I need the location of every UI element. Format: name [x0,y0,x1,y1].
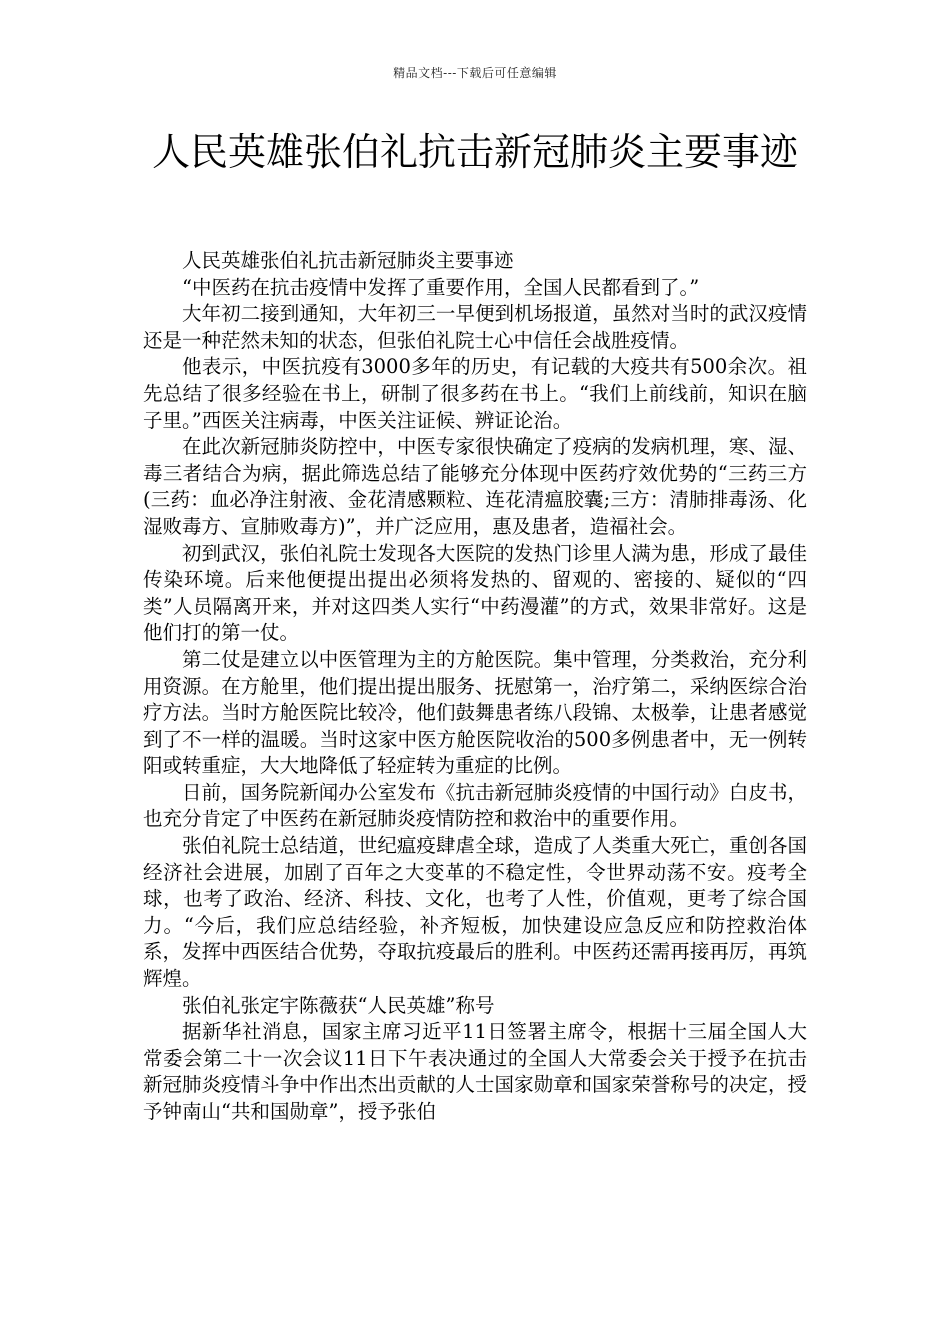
paragraph: 第二仗是建立以中医管理为主的方舱医院。集中管理，分类救治，充分利用资源。在方舱里，他们提出提出服务、抚慰第一，治疗第二，采纳医综合治疗方法。当时方舱医院比较冷，他们鼓舞患者练八段锦、太极拳，让患者感觉到了不一样的温暖。当时这家中医方舱医院收治的500多例患者中，无一例转阳或转重症，大大地降低了轻症转为重症的比例。 [143,647,807,778]
paragraph: 在此次新冠肺炎防控中，中医专家很快确定了疫病的发病机理，寒、湿、毒三者结合为病，据此筛选总结了能够充分体现中医药疗效优势的“三药三方(三药：血必净注射液、金花清感颗粒、连花清瘟胶囊;三方：清肺排毒汤、化湿败毒方、宣肺败毒方)”，并广泛应用，惠及患者，造福社会。 [143,435,807,538]
paragraph: 大年初二接到通知，大年初三一早便到机场报道，虽然对当时的武汉疫情还是一种茫然未知的状态，但张伯礼院士心中信任会战胜疫情。 [143,302,807,352]
paragraph: 他表示，中医抗疫有3000多年的历史，有记载的大疫共有500余次。祖先总结了很多经验在书上，研制了很多药在书上。“我们上前线前，知识在脑子里。”西医关注病毒，中医关注证候、辨证论治。 [143,355,807,432]
paragraph: 日前，国务院新闻办公室发布《抗击新冠肺炎疫情的中国行动》白皮书，也充分肯定了中医药在新冠肺炎疫情防控和救治中的重要作用。 [143,780,807,831]
paragraph: “中医药在抗击疫情中发挥了重要作用，全国人民都看到了。” [182,275,700,299]
paragraph-heading: 张伯礼张定宇陈薇获“人民英雄”称号 [182,993,495,1017]
page-header-note: 精品文档---下载后可任意编辑 [393,66,557,80]
paragraph: 张伯礼院士总结道，世纪瘟疫肆虐全球，造成了人类重大死亡，重创各国经济社会进展，加剧了百年之大变革的不稳定性，令世界动荡不安。疫考全球，也考了政治、经济、科技、文化，也考了人性，价值观，更考了综合国力。“今后，我们应总结经验，补齐短板，加快建设应急反应和防控救治体系，发挥中西医结合优势，夺取抗疫最后的胜利。中医药还需再接再厉，再筑辉煌。 [143,834,807,991]
paragraph-subtitle: 人民英雄张伯礼抗击新冠肺炎主要事迹 [182,249,514,272]
document-title: 人民英雄张伯礼抗击新冠肺炎主要事迹 [151,130,798,174]
paragraph: 初到武汉，张伯礼院士发现各大医院的发热门诊里人满为患，形成了最佳传染环境。后来他便提出提出必须将发热的、留观的、密接的、疑似的“四类”人员隔离开来，并对这四类人实行“中药漫灌”的方式，效果非常好。这是他们打的第一仗。 [143,541,807,645]
paragraph: 据新华社消息，国家主席习近平11日签署主席令，根据十三届全国人大常委会第二十一次会议11日下午表决通过的全国人大常委会关于授予在抗击新冠肺炎疫情斗争中作出杰出贡献的人士国家勋章和国家荣誉称号的决定，授予钟南山“共和国勋章”，授予张伯 [143,1020,807,1123]
document-body [143,248,807,1126]
